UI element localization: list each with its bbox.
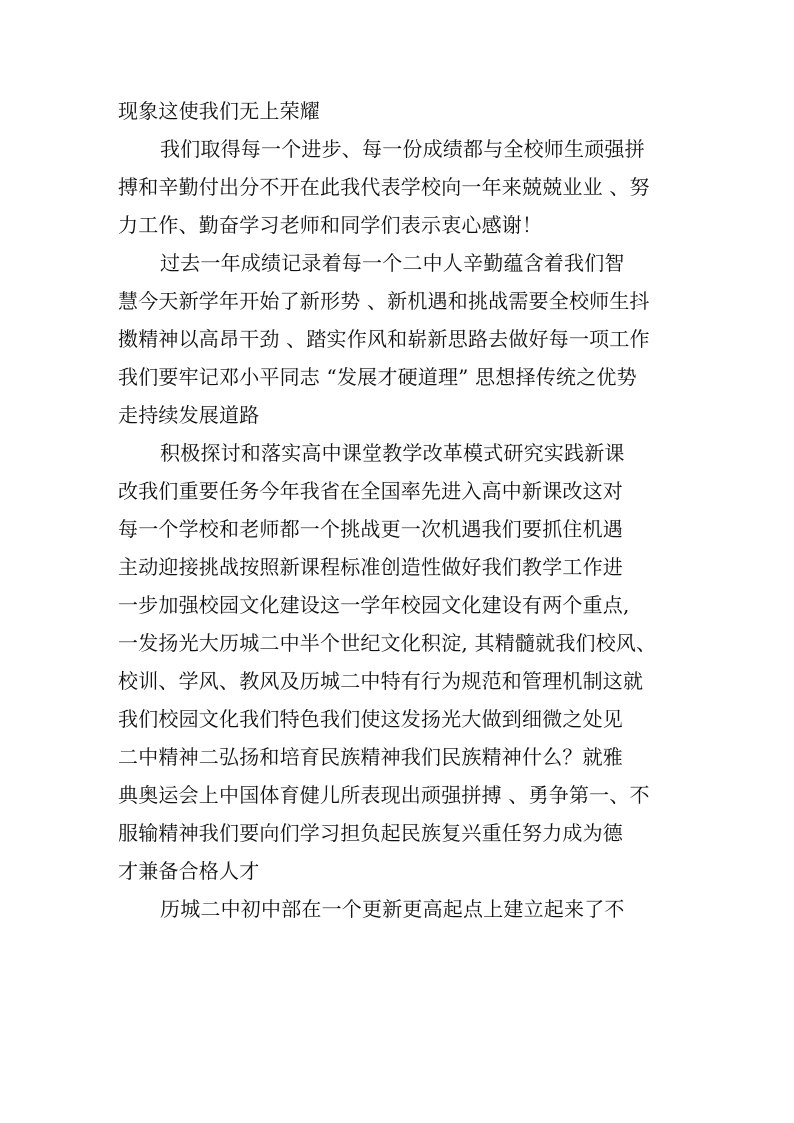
text-line-7: 擞精神以高昂干劲 、踏实作风和崭新思路去做好每一项工作 <box>118 327 650 351</box>
text-line-10: 积极探讨和落实高中课堂教学改革模式研究实践新课 <box>160 441 625 465</box>
text-line-11: 改我们重要任务今年我省在全国率先进入高中新课改这对 <box>118 479 623 503</box>
text-line-5: 过去一年成绩记录着每一个二中人辛勤蕴含着我们智 <box>160 251 625 275</box>
text-line-15: 一发扬光大历城二中半个世纪文化积淀, 其精髓就我们校风、 <box>118 631 657 655</box>
text-line-9: 走持续发展道路 <box>118 403 260 427</box>
text-line-8: 我们要牢记邓小平同志 “发展才硬道理” 思想择传统之优势 <box>118 365 637 389</box>
text-line-6: 慧今天新学年开始了新形势 、新机遇和挑战需要全校师生抖 <box>118 289 650 313</box>
text-line-16: 校训、学风、教风及历城二中特有行为规范和管理机制这就 <box>118 669 644 693</box>
text-line-18: 二中精神二弘扬和培育民族精神我们民族精神什么？就雅 <box>118 745 623 769</box>
text-line-22: 历城二中初中部在一个更新更高起点上建立起来了不 <box>160 897 625 921</box>
text-line-20: 服输精神我们要向们学习担负起民族复兴重任努力成为德 <box>118 821 623 845</box>
text-line-1: 现象这使我们无上荣耀 <box>118 99 320 123</box>
text-line-17: 我们校园文化我们特色我们使这发扬光大做到细微之处见 <box>118 707 623 731</box>
text-line-4: 力工作、勤奋学习老师和同学们表示衷心感谢！ <box>118 213 543 237</box>
text-line-12: 每一个学校和老师都一个挑战更一次机遇我们要抓住机遇 <box>118 517 623 541</box>
text-line-19: 典奥运会上中国体育健儿所表现出顽强拼搏 、勇争第一、不 <box>118 783 650 807</box>
text-line-21: 才兼备合格人才 <box>118 859 260 883</box>
text-line-2: 我们取得每一个进步、每一份成绩都与全校师生顽强拼 <box>160 137 645 161</box>
text-line-14: 一步加强校园文化建设这一学年校园文化建设有两个重点, <box>118 593 630 617</box>
text-line-3: 搏和辛勤付出分不开在此我代表学校向一年来兢兢业业 、努 <box>118 175 650 199</box>
document-body <box>118 92 686 928</box>
text-line-13: 主动迎接挑战按照新课程标准创造性做好我们教学工作进 <box>118 555 623 579</box>
